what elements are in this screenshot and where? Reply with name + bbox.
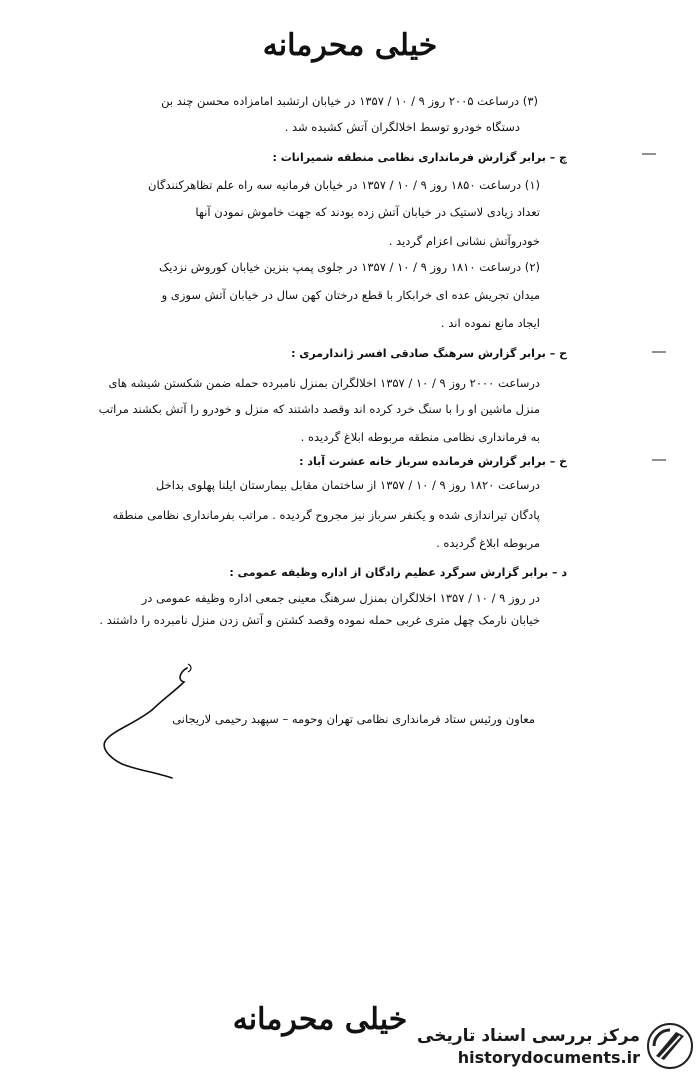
section-heading: چ – برابر گزارش فرمانداری نظامی منطقه شمیرانات :: [272, 151, 567, 164]
report-line: خیابان نارمک چهل متری غربی حمله نموده وقصد کشتن و آتش زدن منزل نامبرده را داشتند .: [99, 613, 540, 627]
report-line: مربوطه ابلاغ گردیده .: [436, 536, 540, 550]
archive-name: مرکز بررسی اسناد تاریخی: [417, 1026, 640, 1046]
archive-watermark: [410, 1020, 698, 1072]
classification-footer: خیلی محرمانه: [232, 1002, 408, 1037]
signature-line: معاون ورئیس ستاد فرمانداری نظامی تهران وحومه – سپهبد رحیمی لاریجانی: [172, 712, 535, 726]
report-line: پادگان تیراندازی شده و یکنفر سرباز نیز مجروح گردیده . مراتب بفرمانداری نظامی منطقه: [112, 508, 540, 522]
section-heading: ح – برابر گزارش سرهنگ صادقی افسر ژاندارمری :: [291, 347, 567, 360]
archive-emblem-icon: [646, 1022, 694, 1070]
classification-header: خیلی محرمانه: [262, 28, 438, 63]
report-line: به فرمانداری نظامی منطقه مربوطه ابلاغ گردیده .: [300, 430, 540, 444]
margin-mark-icon: [650, 346, 670, 366]
report-line: (۳) درساعت ۲۰۰۵ روز ۹ / ۱۰ / ۱۳۵۷ در خیابان ارتشبد امامزاده محسن چند بن: [161, 94, 538, 108]
report-line: درساعت ۲۰۰۰ روز ۹ / ۱۰ / ۱۳۵۷ اخلالگران بمنزل نامبرده حمله ضمن شکستن شیشه های: [108, 376, 540, 390]
report-line: دستگاه خودرو توسط اخلالگران آتش کشیده شد .: [284, 120, 520, 134]
report-line: میدان تجریش عده ای خرابکار با قطع درختان کهن سال در خیابان آتش سوزی و: [161, 288, 540, 302]
report-line: (۲) درساعت ۱۸۱۰ روز ۹ / ۱۰ / ۱۳۵۷ در جلوی پمپ بنزین خیابان کوروش نزدیک: [158, 260, 540, 274]
archive-url: historydocuments.ir: [457, 1048, 640, 1067]
report-line: خودروآتش نشانی اعزام گردید .: [388, 234, 540, 248]
section-heading: د – برابر گزارش سرگرد عظیم زادگان از اداره وظیفه عمومی :: [229, 566, 567, 579]
report-line: ایجاد مانع نموده اند .: [440, 316, 540, 330]
margin-mark-icon: [650, 454, 670, 474]
report-line: تعداد زیادی لاستیک در خیابان آتش زده بودند که جهت خاموش نمودن آنها: [195, 205, 540, 219]
report-line: در روز ۹ / ۱۰ / ۱۳۵۷ اخلالگران بمنزل سرهنگ معینی جمعی اداره وظیفه عمومی در: [141, 591, 540, 605]
report-line: منزل ماشین او را با سنگ خرد کرده اند وقصد داشتند که منزل و خودرو را آتش بکشند مراتب: [98, 402, 540, 416]
margin-mark-icon: [640, 150, 660, 170]
section-heading: خ – برابر گزارش فرمانده سرباز خانه عشرت آباد :: [299, 455, 567, 468]
report-line: (۱) درساعت ۱۸۵۰ روز ۹ / ۱۰ / ۱۳۵۷ در خیابان فرمانیه سه راه علم تظاهرکنندگان: [148, 178, 540, 192]
report-line: درساعت ۱۸۲۰ روز ۹ / ۱۰ / ۱۳۵۷ از ساختمان مقابل بیمارستان ایلنا پهلوی بداخل: [155, 478, 540, 492]
